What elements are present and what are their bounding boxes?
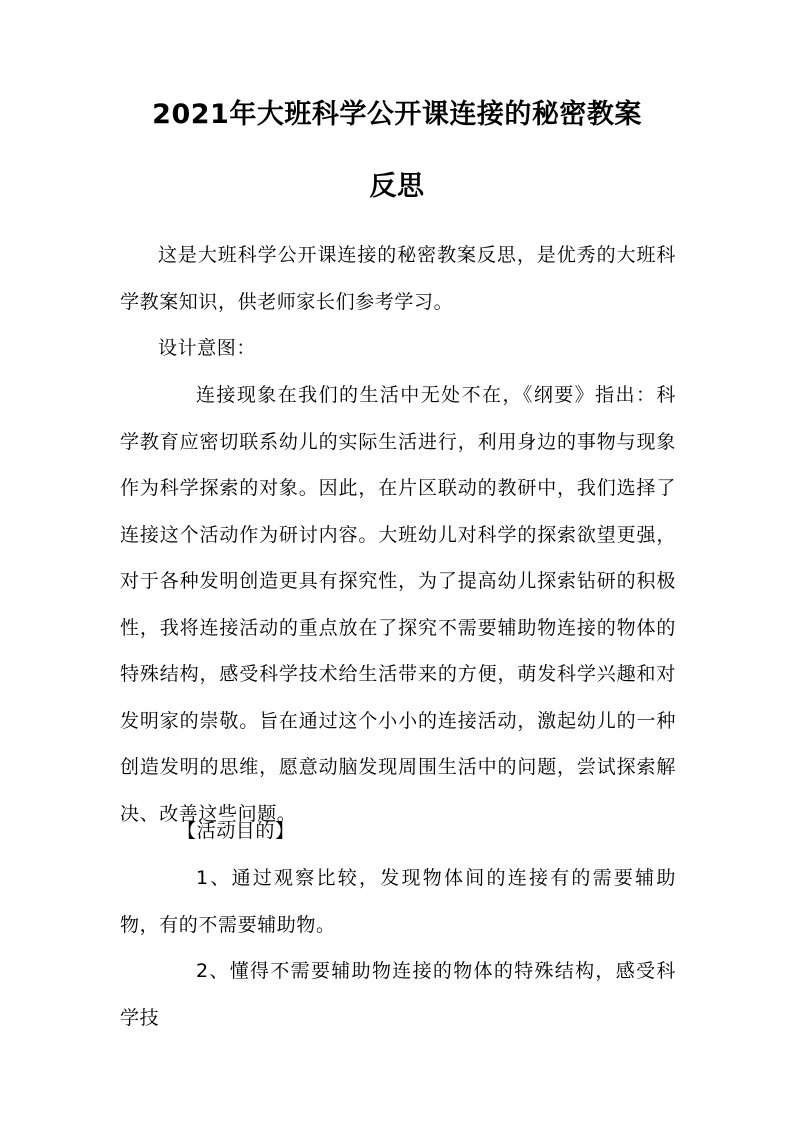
design-intent-heading: 设计意图：: [158, 337, 257, 359]
document-title-line-2: 反思: [369, 171, 425, 202]
goal-item-1: 1、通过观察比较，发现物体间的连接有的需要辅助物，有的不需要辅助物。: [120, 867, 676, 936]
intro-paragraph: 这是大班科学公开课连接的秘密教案反思，是优秀的大班科学教案知识，供老师家长们参考学习。: [120, 244, 676, 313]
goal-item-2: 2、懂得不需要辅助物连接的物体的特殊结构，感受科学技: [120, 960, 676, 1029]
activity-goal-heading: 【活动目的】: [177, 820, 295, 842]
design-intent-paragraph: 连接现象在我们的生活中无处不在，《纲要》指出：科学教育应密切联系幼儿的实际生活进行，利用身边的事物与现象作为科学探索的对象。因此，在片区联动的教研中，我们选择了连接这个活动作为研讨内容。大班幼儿对科学的探索欲望更强，对于各种发明创造更具有探究性，为了提高幼儿探索钻研的积极性，我将连接活动的重点放在了探究不需要辅助物连接的物体的特殊结构，感受科学技术给生活带来的方便，萌发科学兴趣和对发明家的崇敬。旨在通过这个小小的连接活动，激起幼儿的一种创造发明的思维，愿意动脑发现周围生活中的问题，尝试探索解决、改善这些问题。: [120, 384, 676, 825]
document-title-line-1: 2021年大班科学公开课连接的秘密教案: [152, 99, 642, 130]
